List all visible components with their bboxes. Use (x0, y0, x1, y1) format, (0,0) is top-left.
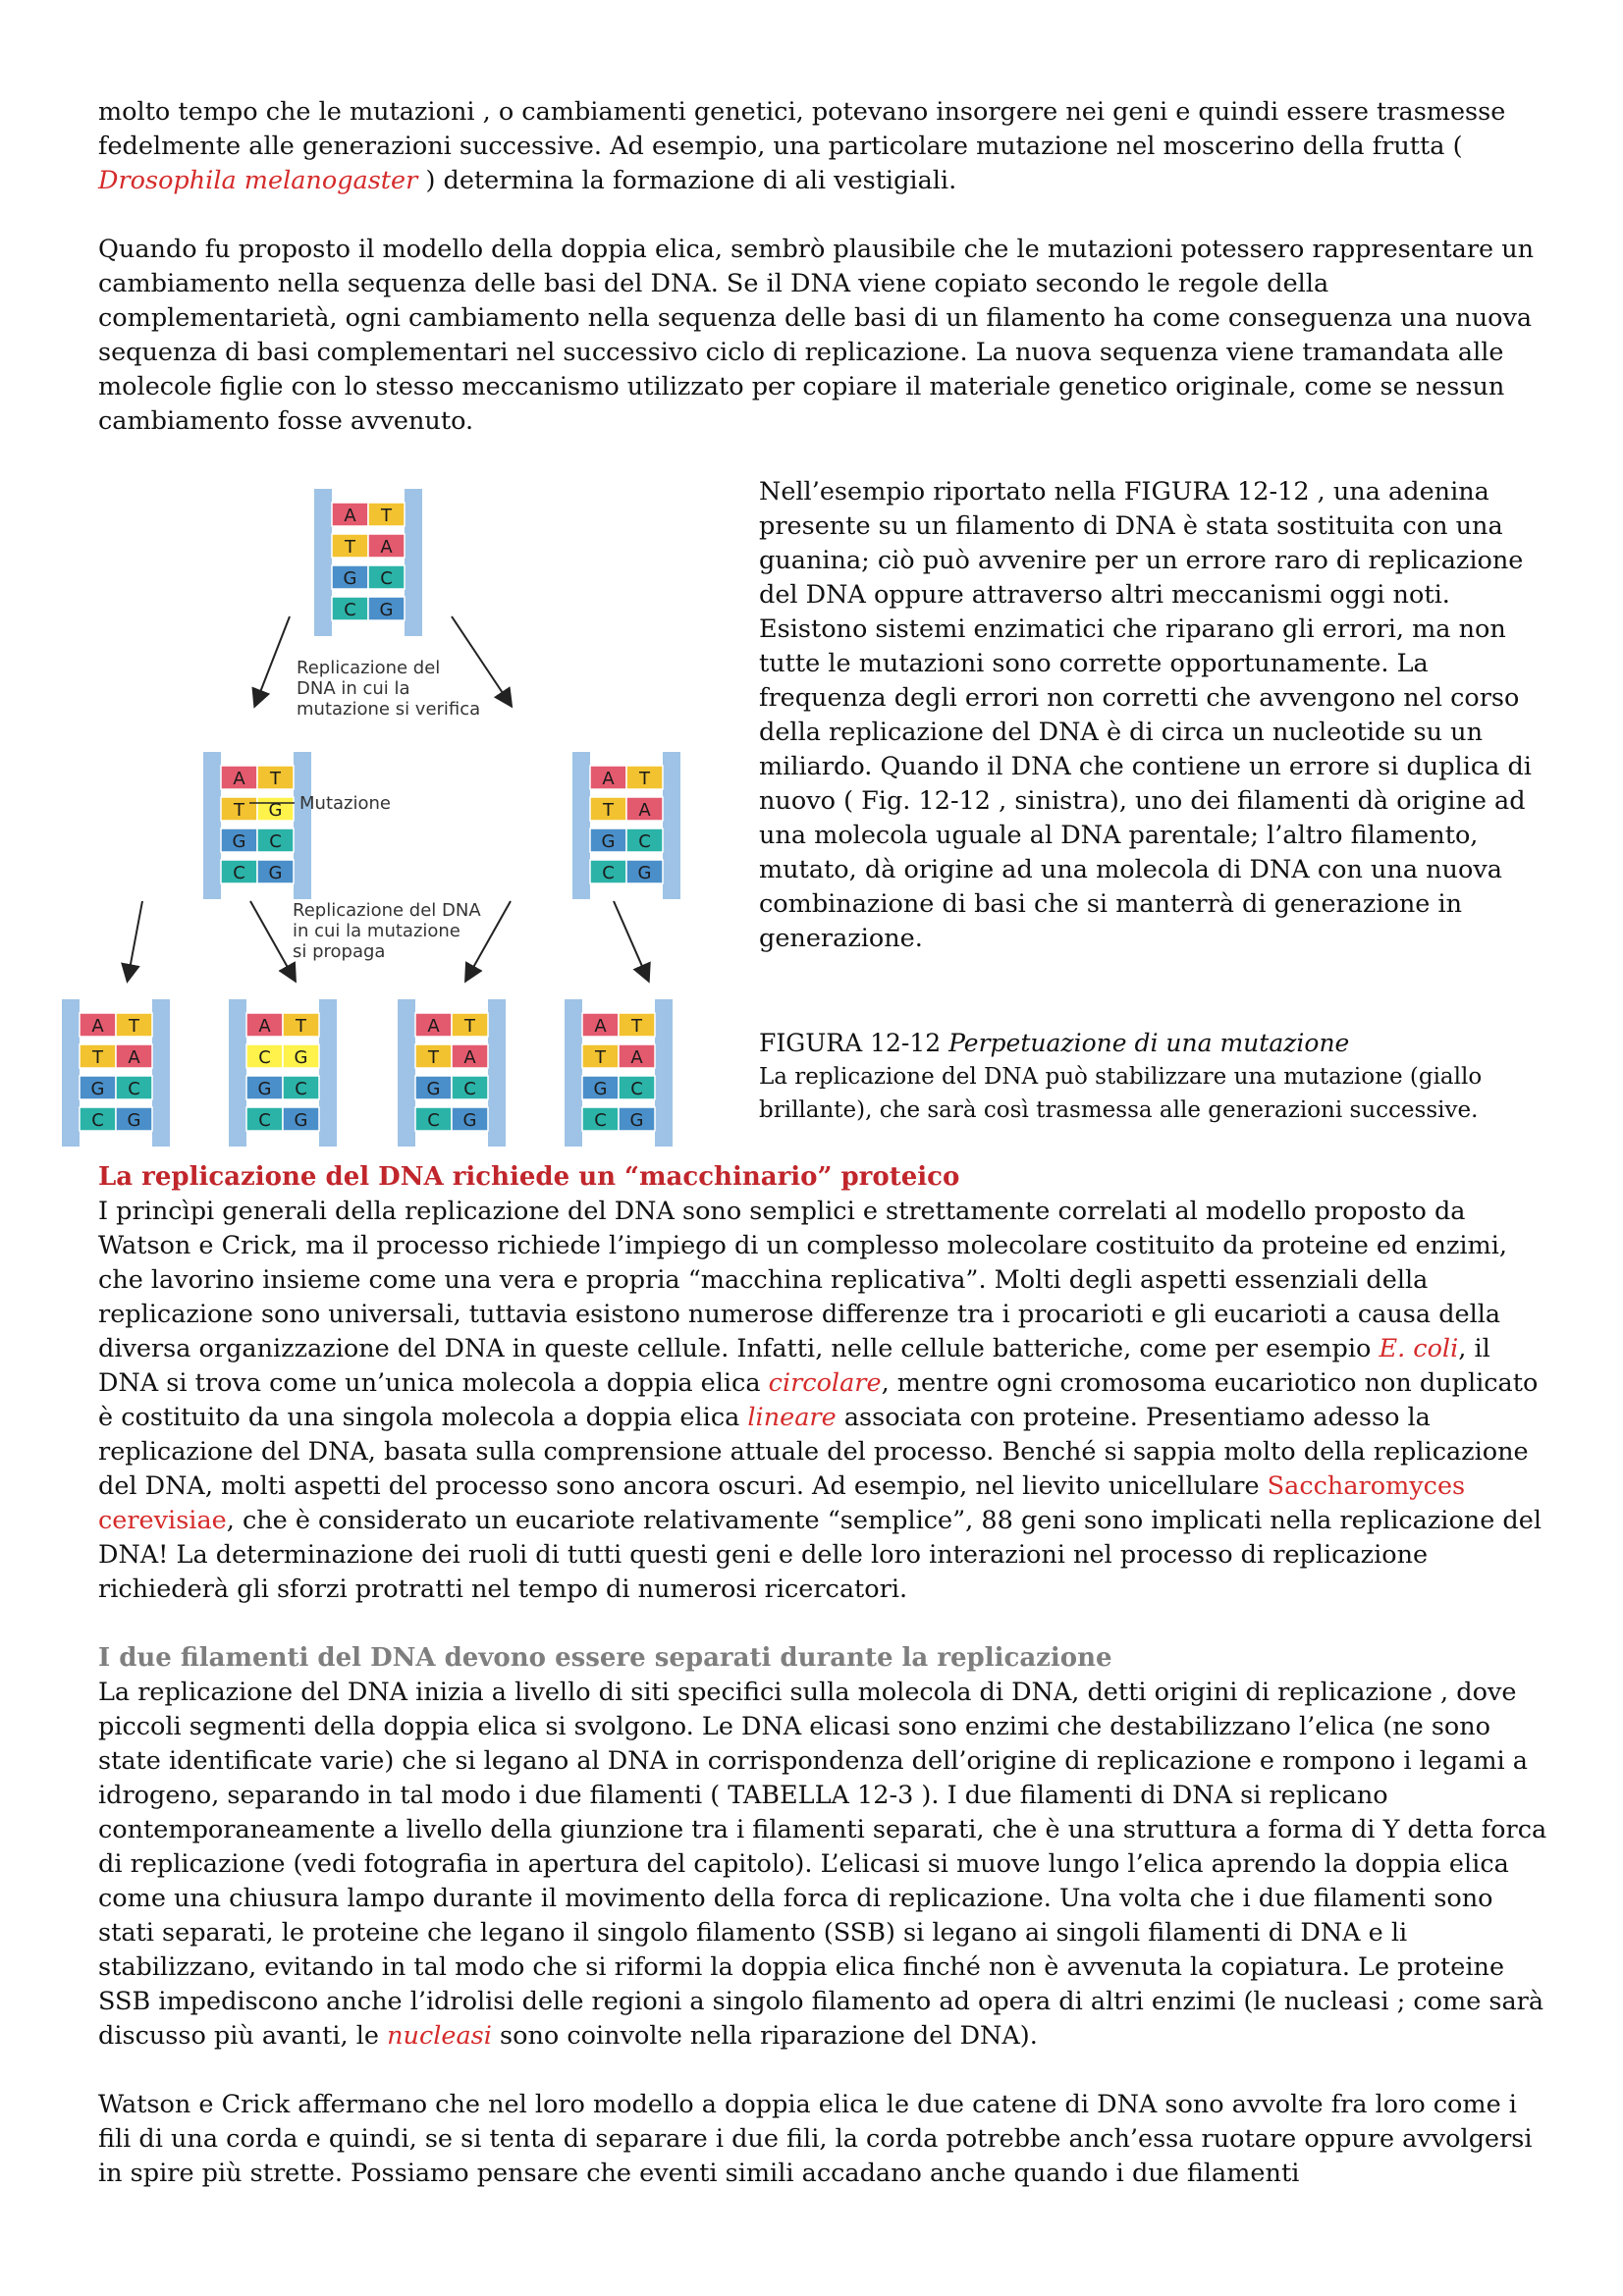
base-letter: T (595, 1047, 606, 1068)
base-letter: C (602, 863, 615, 883)
label-replication-top-1: Replicazione del (297, 658, 441, 678)
base-letter: C (91, 1110, 104, 1131)
base-letter: G (268, 863, 283, 883)
base-letter: A (128, 1047, 140, 1068)
dna-molecules (62, 489, 680, 1147)
base-letter: G (379, 600, 394, 620)
base-letter: G (426, 1079, 441, 1099)
figure-title: Perpetuazione di una mutazione (948, 1029, 1350, 1057)
dna-backbone (565, 999, 582, 1147)
base-letter: A (463, 1047, 476, 1068)
base-letter: G (294, 1047, 308, 1068)
base-letter: T (381, 506, 392, 526)
arrow (614, 901, 648, 980)
label-replication-top-2: DNA in cui la (297, 678, 410, 699)
figure-caption-body: La replicazione del DNA può stabilizzare una mutazione (giallo brillante), che sarà così trasmessa alle generazioni successive. (759, 1064, 1483, 1123)
dna-backbone (655, 999, 673, 1147)
dna-backbone (62, 999, 80, 1147)
base-letter: G (593, 1079, 608, 1099)
arrow (255, 616, 290, 705)
base-letter: T (270, 769, 281, 789)
base-letter: C (594, 1110, 607, 1131)
dna-backbone (405, 489, 422, 636)
base-letter: C (295, 1079, 307, 1099)
dna-backbone (488, 999, 506, 1147)
label-replication-bottom-2: in cui la mutazione (293, 921, 460, 941)
mutation-figure (54, 479, 682, 1147)
dna-backbone (229, 999, 246, 1147)
base-letter: T (631, 1016, 642, 1037)
dna-backbone (319, 999, 337, 1147)
label-replication-bottom-3: si propaga (293, 941, 386, 962)
base-letter: G (629, 1110, 644, 1131)
subsection-heading: I due filamenti del DNA devono essere separati durante la replicazione (98, 1643, 1112, 1673)
base-letter: C (463, 1079, 476, 1099)
arrow (452, 616, 511, 705)
figure-caption (759, 1027, 1564, 1127)
dna-backbone (314, 489, 332, 636)
base-letter: A (630, 1047, 643, 1068)
base-letter: C (258, 1047, 271, 1068)
dna-molecule (572, 752, 680, 899)
base-letter: T (129, 1016, 139, 1037)
label-mutation: Mutazione (299, 793, 391, 814)
base-letter: G (90, 1079, 105, 1099)
base-letter: A (233, 769, 245, 789)
base-letter: T (428, 1047, 439, 1068)
base-letter: C (630, 1079, 643, 1099)
base-letter: G (462, 1110, 477, 1131)
dna-backbone (203, 752, 221, 899)
base-letter: C (233, 863, 245, 883)
base-letter: A (427, 1016, 440, 1037)
paragraph-watson-crick: Watson e Crick affermano che nel loro modello a doppia elica le due catene di DNA sono avvolte fra loro come i fili di una corda e quindi, se si tenta di separare i due fili, la corda potrebbe anch’essa ruotare oppure avvolgersi in spire più strette. Possiamo pensare che eventi simili accadano anche quando i due filamenti (98, 2090, 1533, 2188)
nuclease-term: nucleasi (387, 2021, 492, 2051)
dna-molecule (229, 999, 337, 1147)
dna-backbone (152, 999, 170, 1147)
arrow (250, 901, 295, 980)
base-letter: C (269, 831, 282, 852)
dna-molecule (565, 999, 673, 1147)
base-letter: G (268, 800, 283, 821)
base-letter: C (380, 568, 393, 589)
base-letter: C (638, 831, 651, 852)
paragraph-replication-machinery: I princìpi generali della replicazione del DNA sono semplici e strettamente correlati al modello proposto da Watson e Crick, ma il processo richiede l’impiego di un complesso molecolare costituito da proteine ed enzimi, che lavorino insieme come una vera e propria “macchina replicativa”. Molti degli aspetti essenziali della replicazione sono universali, tuttavia esistono numerose differenze tra i procarioti e gli eucarioti a causa della diversa organizzazione del DNA in queste cellule. Infatti, nelle cellule batteriche, come per esempio E. coli, il DNA si trova come un’unica molecola a doppia elica circolare, mentre ogni cromosoma eucariotico non duplicato è costituito da una singola molecola a doppia elica lineare associata con proteine. Presentiamo adesso la replicazione del DNA, basata sulla comprensione attuale del processo. Benché si sappia molto della replicazione del DNA, molti aspetti del processo sono ancora oscuri. Ad esempio, nel lievito unicellulare Saccharomyces cerevisiae, che è considerato un eucariote relativamente “semplice”, 88 geni sono implicati nella replicazione del DNA! La determinazione dei ruoli di tutti questi geni e delle loro interazioni nel processo di replicazione richiederà gli sforzi protratti nel tempo di numerosi ricercatori. (98, 1197, 1542, 1604)
ecoli-term: E. coli (1379, 1334, 1459, 1363)
dna-molecule (203, 752, 311, 899)
dna-molecule (62, 999, 170, 1147)
base-letter: G (127, 1110, 141, 1131)
section-heading: La replicazione del DNA richiede un “macchinario” proteico (98, 1162, 960, 1192)
base-letter: A (638, 800, 651, 821)
base-letter: A (602, 769, 615, 789)
base-letter: G (601, 831, 616, 852)
base-letter: G (232, 831, 246, 852)
dna-molecule (398, 999, 506, 1147)
species-name: Drosophila melanogaster (98, 166, 418, 195)
base-letter: T (603, 800, 614, 821)
paragraph-strand-separation: La replicazione del DNA inizia a livello di siti specifici sulla molecola di DNA, detti origini di replicazione , dove piccoli segmenti della doppia elica si svolgono. Le DNA elicasi sono enzimi che destabilizzano l’elica (ne sono state identificate varie) che si legano al DNA in corrispondenza dell’origine di replicazione e rompono i legami a idrogeno, separando in tal modo i due filamenti ( TABELLA 12-3 ). I due filamenti di DNA si replicano contemporaneamente a livello della giunzione tra i filamenti separati, che è una struttura a forma di Y detta forca di replicazione (vedi fotografia in apertura del capitolo). L’elicasi si muove lungo l’elica aprendo la doppia elica come una chiusura lampo durante il movimento della forca di replicazione. Una volta che i due filamenti sono stati separati, le proteine che legano il singolo filamento (SSB) si legano ai singoli filamenti di DNA e li stabilizzano, evitando in tal modo che si riformi la doppia elica finché non è avvenuta la copiatura. Le proteine SSB impediscono anche l’idrolisi delle regioni a singolo filamento ad opera di altri enzimi (le nucleasi ; come sarà discusso più avanti, le nucleasi sono coinvolte nella riparazione del DNA). (98, 1678, 1547, 2051)
base-letter: G (637, 863, 652, 883)
base-letter: A (594, 1016, 607, 1037)
base-letter: G (343, 568, 357, 589)
dna-backbone (663, 752, 680, 899)
linear-term: lineare (747, 1403, 837, 1432)
base-letter: G (257, 1079, 272, 1099)
dna-molecule (314, 489, 422, 636)
base-letter: T (464, 1016, 475, 1037)
circular-term: circolare (768, 1368, 882, 1398)
base-letter: T (234, 800, 244, 821)
base-letter: C (427, 1110, 440, 1131)
arrow (128, 901, 142, 980)
base-letter: T (296, 1016, 306, 1037)
figure-number: FIGURA 12-12 (759, 1029, 942, 1057)
paragraph-double-helix: Quando fu proposto il modello della doppia elica, sembrò plausibile che le mutazioni potessero rappresentare un cambiamento nella sequenza delle basi del DNA. Se il DNA viene copiato secondo le regole della complementarietà, ogni cambiamento nella sequenza delle basi di un filamento ha come conseguenza una nuova sequenza di basi complementari nel successivo ciclo di replicazione. La nuova sequenza viene tramandata alle molecole figlie con lo stesso meccanismo utilizzato per copiare il materiale genetico originale, come se nessun cambiamento fosse avvenuto. (98, 235, 1535, 436)
base-letter: T (639, 769, 650, 789)
base-letter: C (128, 1079, 140, 1099)
base-letter: A (380, 537, 393, 558)
base-letter: T (345, 537, 355, 558)
base-letter: A (344, 506, 356, 526)
yeast-term: Saccharomyces cerevisiae (98, 1471, 1466, 1535)
label-replication-top-3: mutazione si verifica (297, 699, 481, 720)
base-letter: A (258, 1016, 271, 1037)
base-letter: C (344, 600, 356, 620)
base-letter: G (294, 1110, 308, 1131)
paragraph-intro: molto tempo che le mutazioni , o cambiamenti genetici, potevano insorgere nei geni e quindi essere trasmesse fedelmente alle generazioni successive. Ad esempio, una particolare mutazione nel moscerino della frutta ( Drosophila melanogaster ) determina la formazione di ali vestigiali. (98, 97, 1506, 195)
figure-description: Nell’esempio riportato nella FIGURA 12-12 , una adenina presente su un filamento di DNA è stata sostituita con una guanina; ciò può avvenire per un errore raro di replicazione del DNA oppure attraverso altri meccanismi oggi noti. Esistono sistemi enzimatici che riparano gli errori, ma non tutte le mutazioni sono corrette opportunamente. La frequenza degli errori non corretti che avvengono nel corso della replicazione del DNA è di circa un nucleotide su un miliardo. Quando il DNA che contiene un errore si duplica di nuovo ( Fig. 12-12 , sinistra), uno dei filamenti dà origine ad una molecola uguale al DNA parentale; l’altro filamento, mutato, dà origine ad una molecola di DNA con una nuova combinazione di basi che si manterrà di generazione in generazione. (759, 477, 1532, 953)
base-letter: C (258, 1110, 271, 1131)
dna-backbone (294, 752, 311, 899)
dna-backbone (572, 752, 590, 899)
base-letter: A (91, 1016, 104, 1037)
base-letter: T (92, 1047, 103, 1068)
label-replication-bottom-1: Replicazione del DNA (293, 900, 481, 921)
dna-backbone (398, 999, 415, 1147)
